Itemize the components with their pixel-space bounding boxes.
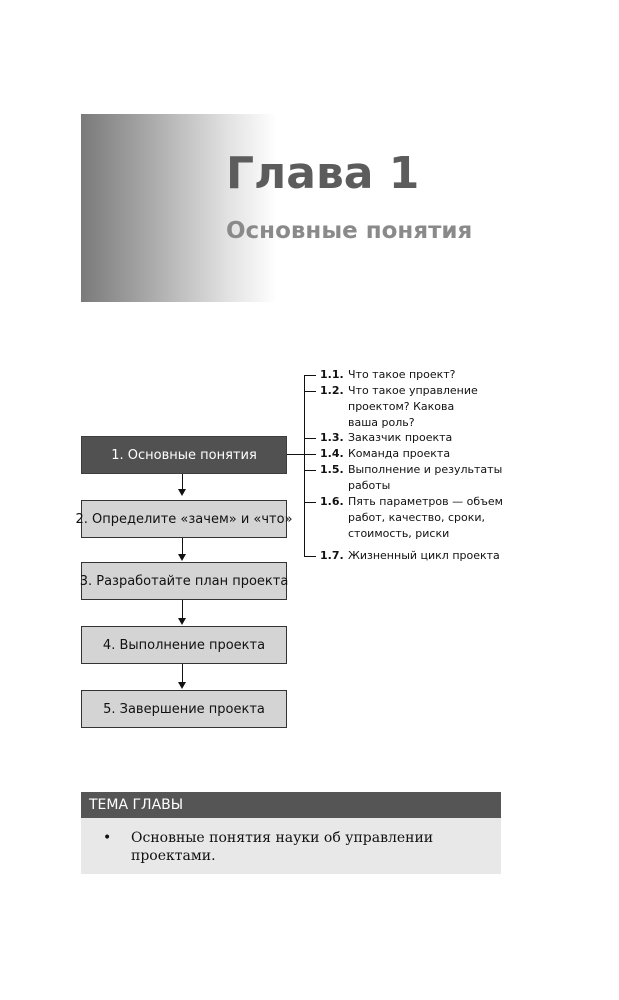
toc-item-1-1 bbox=[320, 367, 530, 383]
toc-item-1-4 bbox=[320, 446, 530, 462]
chapter-theme-text: Основные понятия науки об управлении проектами. bbox=[131, 830, 434, 864]
flow-arrowhead-1 bbox=[178, 489, 186, 496]
toc-branch bbox=[304, 438, 316, 439]
chapter-title: Глава 1 bbox=[226, 148, 420, 199]
toc-item-number: 1.3. bbox=[320, 431, 344, 444]
flow-step-2: 2. Определите «зачем» и «что» bbox=[81, 500, 287, 538]
toc-item-number: 1.6. bbox=[320, 495, 344, 508]
flow-arrowhead-4 bbox=[178, 682, 186, 689]
chapter-subtitle: Основные понятия bbox=[226, 218, 473, 244]
toc-trunk-line bbox=[304, 375, 305, 557]
toc-branch bbox=[304, 375, 316, 376]
chapter-theme-header: ТЕМА ГЛАВЫ bbox=[81, 792, 501, 818]
flow-arrowhead-3 bbox=[178, 618, 186, 625]
flow-arrow-1 bbox=[182, 474, 183, 489]
toc-item-number: 1.5. bbox=[320, 463, 344, 476]
toc-branch bbox=[304, 391, 316, 392]
toc-branch bbox=[304, 454, 316, 455]
chapter-gradient-band bbox=[81, 114, 277, 302]
toc-item-text: Пять параметров — объем работ, качество, сроки, стоимость, риски bbox=[348, 495, 503, 540]
toc-branch bbox=[304, 556, 316, 557]
bullet-icon: • bbox=[103, 830, 112, 846]
flow-step-3: 3. Разработайте план проекта bbox=[81, 562, 287, 600]
toc-item-text: Что такое управление проектом? Какова ваша роль? bbox=[348, 384, 478, 429]
toc-item-number: 1.7. bbox=[320, 549, 344, 562]
toc-item-text: Выполнение и результаты работы bbox=[348, 463, 503, 492]
toc-item-number: 1.1. bbox=[320, 368, 344, 381]
flow-arrow-3 bbox=[182, 600, 183, 618]
toc-item-number: 1.2. bbox=[320, 384, 344, 397]
toc-item-text: Жизненный цикл проекта bbox=[348, 549, 500, 562]
toc-item-number: 1.4. bbox=[320, 447, 344, 460]
flow-arrow-2 bbox=[182, 538, 183, 554]
toc-item-1-3 bbox=[320, 430, 530, 446]
toc-item-text: Что такое проект? bbox=[348, 368, 456, 381]
flow-step-5: 5. Завершение проекта bbox=[81, 690, 287, 728]
flow-step-4: 4. Выполнение проекта bbox=[81, 626, 287, 664]
section-toc bbox=[300, 366, 540, 562]
toc-item-1-7 bbox=[320, 548, 530, 564]
toc-item-1-2 bbox=[320, 383, 480, 431]
chapter-theme-body bbox=[81, 818, 501, 874]
flow-step-1: 1. Основные понятия bbox=[81, 436, 287, 474]
toc-branch bbox=[304, 470, 316, 471]
toc-item-text: Команда проекта bbox=[348, 447, 451, 460]
toc-item-1-5 bbox=[320, 462, 520, 494]
flow-arrowhead-2 bbox=[178, 554, 186, 561]
toc-item-1-6 bbox=[320, 494, 510, 542]
toc-item-text: Заказчик проекта bbox=[348, 431, 453, 444]
toc-branch bbox=[304, 502, 316, 503]
flow-arrow-4 bbox=[182, 664, 183, 682]
